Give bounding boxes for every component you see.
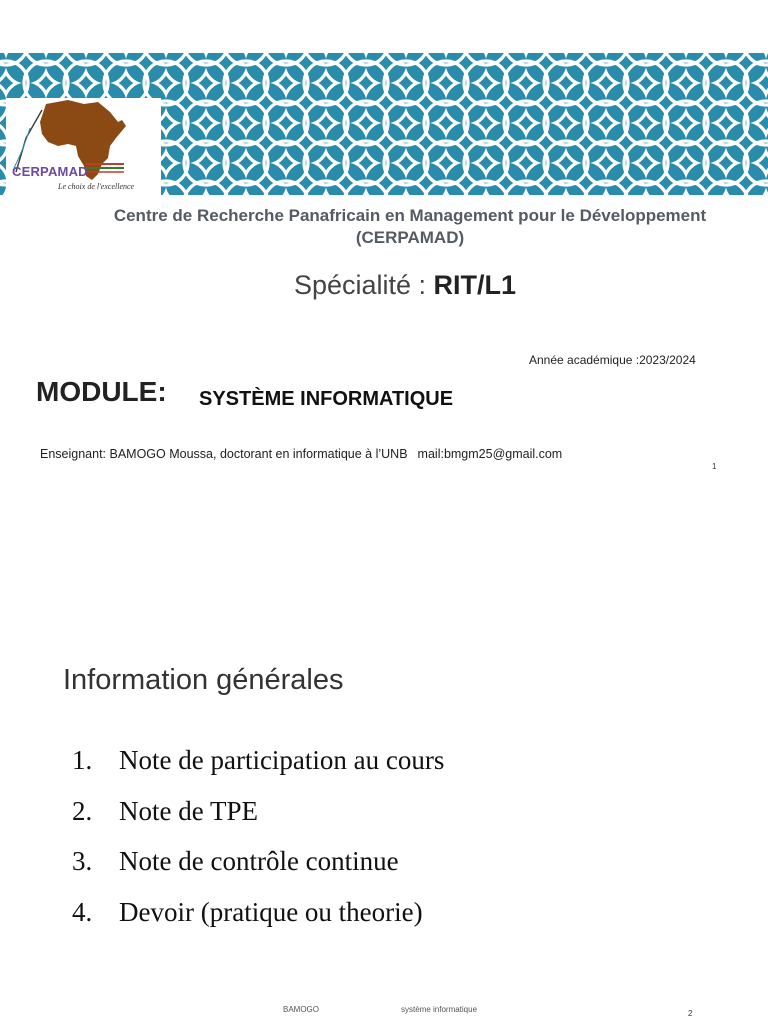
- list-item-text: Note de contrôle continue: [119, 846, 399, 876]
- list-item-number: 1.: [72, 745, 93, 775]
- module-name: SYSTÈME INFORMATIQUE: [199, 388, 454, 410]
- list-item-number: 2.: [72, 795, 93, 826]
- list-item-number: 4.: [72, 896, 93, 927]
- list-item-text: Note de participation au cours: [119, 745, 445, 775]
- logo-motto: Le choix de l'excellence: [58, 182, 135, 191]
- teacher-email: mail:bmgm25@gmail.com: [417, 447, 563, 461]
- list-item-number: 3.: [72, 846, 93, 876]
- list-item: [72, 841, 444, 892]
- specialty-heading: [0, 270, 768, 301]
- academic-year: Année académique :2023/2024: [529, 353, 696, 367]
- logo-wordmark: CERPAMAD: [12, 164, 88, 179]
- africa-map-icon: [6, 98, 161, 195]
- specialty-label: Spécialité :: [293, 270, 427, 300]
- institution-name-line1: Centre de Recherche Panafricain en Management pour le Développement: [113, 206, 707, 225]
- list-item: [72, 740, 444, 791]
- module-label: MODULE:: [36, 376, 167, 407]
- cerpamad-logo: [6, 98, 161, 195]
- evaluation-list: [72, 740, 444, 942]
- institution-name: [60, 205, 760, 249]
- specialty-value-prefix: RIT/: [433, 270, 485, 300]
- list-item: [72, 791, 444, 842]
- page-number: 2: [688, 1009, 693, 1018]
- specialty-value-level: L1: [484, 270, 517, 300]
- footer-author: BAMOGO: [283, 1005, 320, 1014]
- footer-subject: système informatique: [401, 1005, 478, 1014]
- list-item-text: Devoir (pratique ou theorie): [119, 896, 423, 927]
- institution-name-line2: (CERPAMAD): [355, 228, 465, 247]
- list-item: [72, 892, 444, 943]
- list-item-text: Note de TPE: [119, 795, 258, 826]
- teacher-name: Enseignant: BAMOGO Moussa, doctorant en informatique à l’UNB: [40, 447, 408, 461]
- general-info-slide: [0, 512, 768, 1024]
- slide-title: Information générales: [63, 664, 344, 696]
- page-number: 1: [712, 462, 717, 471]
- teacher-info: [40, 447, 562, 461]
